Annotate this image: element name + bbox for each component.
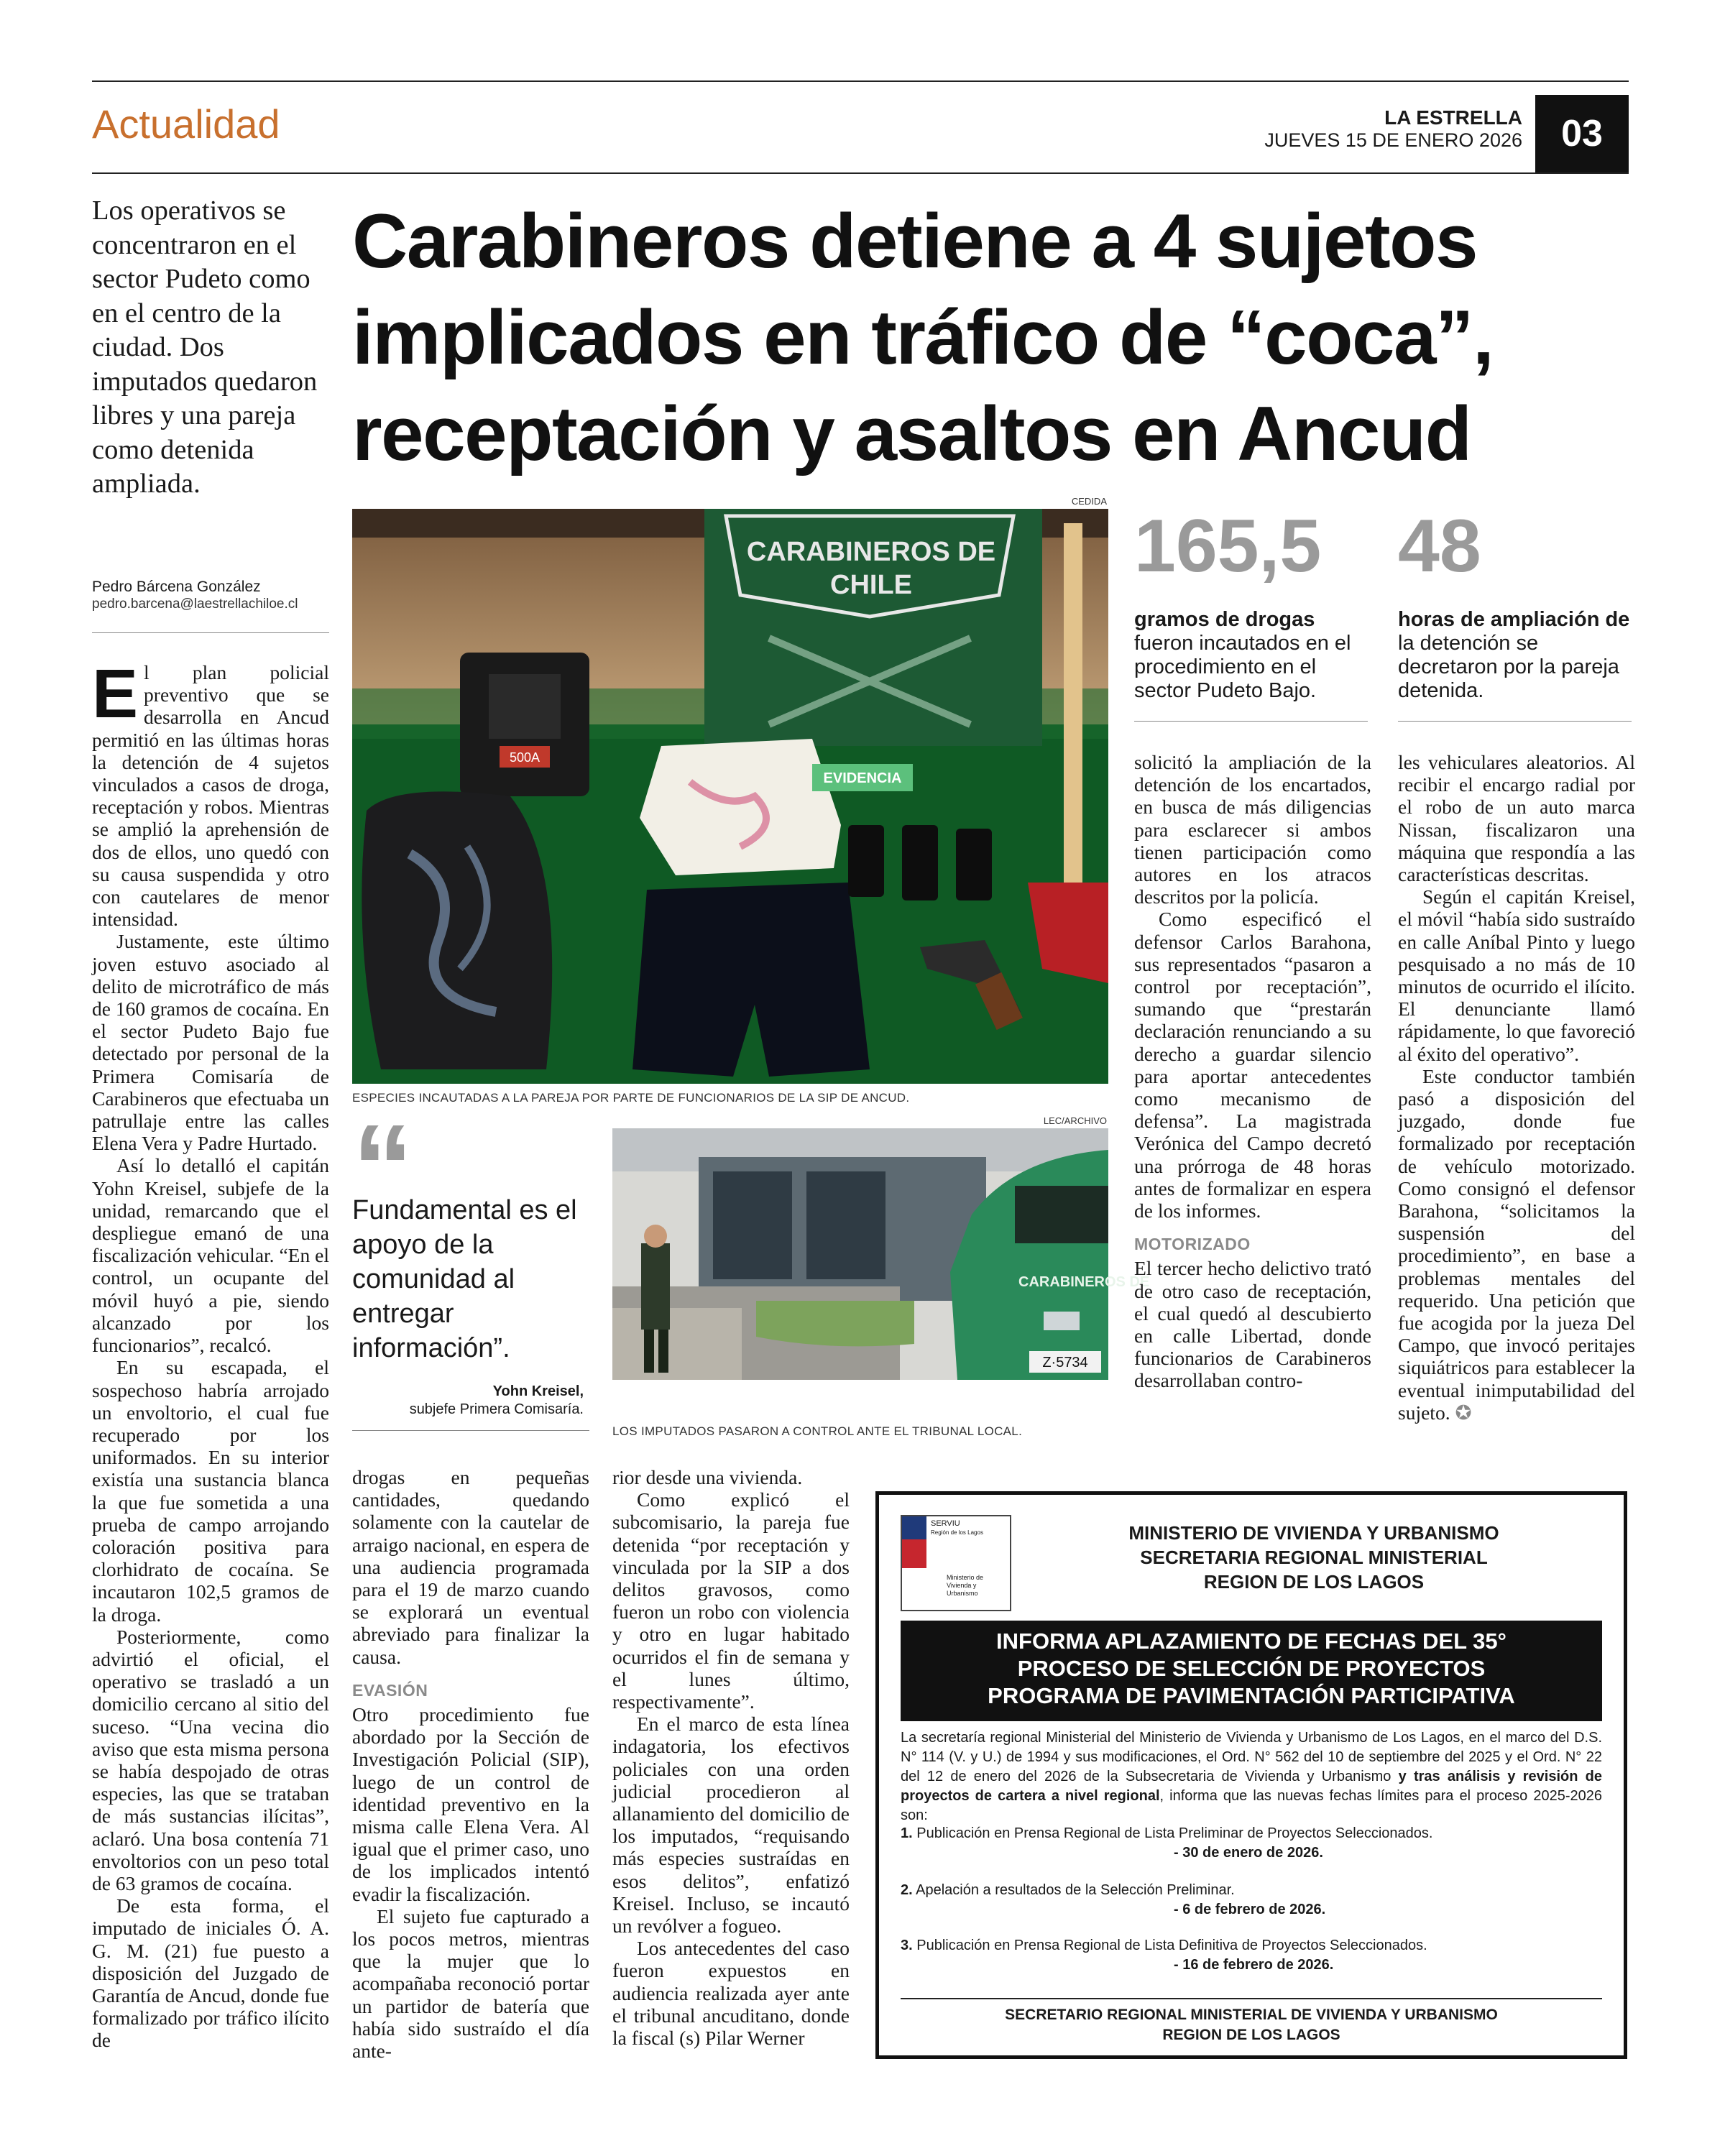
paragraph: les vehiculares aleatorios. Al recibir el encargo radial por el robo de un auto marca Nissan, fiscalizaron una máquina que respondía a las características descritas. — [1398, 751, 1635, 886]
evidence-photo-caption: ESPECIES INCAUTADAS A LA PAREJA POR PARTE DE FUNCIONARIOS DE LA SIP DE ANCUD. — [352, 1091, 910, 1105]
newspaper-name: LA ESTRELLA — [1384, 106, 1522, 129]
paragraph: Como especificó el defensor Carlos Barahona, sus representados “pasaron a control por receptación”, sumando que “prestarán declaración renunciando a su derecho a guardar silencio para aportar antecedentes como mecanismo de defensa”. La magistrada Verónica del Campo decretó una prórroga de 48 horas antes de formalizar en espera de los informes. — [1134, 908, 1371, 1222]
photo-credit: LEC/ARCHIVO — [1043, 1115, 1107, 1126]
license-plate: Z·5734 — [1042, 1355, 1088, 1370]
evidence-tag: EVIDENCIA — [823, 770, 902, 786]
article-column-3 — [612, 1466, 850, 2049]
paragraph: rior desde una vivienda. — [612, 1466, 803, 1488]
paragraph: l plan policial preventivo que se desarrolla en Ancud permitió en las últimas horas la detención de 4 sujetos vinculados a casos de droga, receptación y robos. Mientras se amplió la aprehensión de dos de ellos, uno quedó con su causa suspendida y otro con cautelares de menor intensidad. — [92, 661, 329, 931]
author-name: Pedro Bárcena González — [92, 579, 261, 595]
quote-mark-icon: “ — [352, 1100, 413, 1236]
ad-banner — [901, 1621, 1602, 1721]
logo-line3: Ministerio de Vivienda y Urbanismo — [947, 1574, 984, 1597]
stat-number: 165,5 — [1134, 505, 1322, 588]
stat-rule — [1398, 721, 1632, 722]
top-rule — [92, 80, 1629, 82]
author-email: pedro.barcena@laestrellachiloe.cl — [92, 596, 298, 612]
paragraph: drogas en pequeñas cantidades, quedando solamente con la cautelar de arraigo nacional, en espera de una audiencia programada para el 19 de marzo cuando se explorará un eventual abreviado para finalizar la causa. — [352, 1466, 589, 1668]
flag-text-2: CHILE — [830, 570, 912, 600]
stat-rule — [1134, 721, 1368, 722]
paragraph: solicitó la ampliación de la detención de los encartados, en busca de más diligencias para esclarecer si ambos tienen participación como autores en los atracos descritos por la policía. — [1134, 751, 1371, 908]
ad-header-line: MINISTERIO DE VIVIENDA Y URBANISMO — [1128, 1522, 1499, 1544]
battery-label: 500A — [509, 750, 540, 765]
subheading-motorizado: MOTORIZADO — [1134, 1235, 1251, 1254]
ad-rule — [901, 1998, 1602, 1999]
paragraph: Posteriormente, como advirtió el oficial, el operativo se trasladó a un domicilio cercano al sitio del suceso. “Una vecina dio aviso que esta misma persona se había despojado de otras especies, las que se trataban de más sustancias ilícitas”, aclaró. Una bosa contenía 71 envoltorios con un peso total de 63 gramos de cocaína. — [92, 1625, 329, 1894]
stat-block — [1398, 505, 1635, 703]
banner-line: INFORMA APLAZAMIENTO DE FECHAS DEL 35° — [996, 1628, 1506, 1654]
paragraph: Los antecedentes del caso fueron expuestos en audiencia realizada ayer ante el tribunal ancuditano, donde la fiscal (s) Pilar Werner — [612, 1937, 850, 2050]
paragraph: En su escapada, el sospechoso habría arrojado un envoltorio, el cual fue recuperado por los uniformados. En su interior existía una sustancia blanca la que fue sometida a una prueba de campo arrojando coloración positiva para clorhidrato de cocaína. Se incautaron 102,5 gramos de la droga. — [92, 1356, 329, 1626]
stat-label: gramos de drogas — [1134, 608, 1315, 631]
paragraph: Según el capitán Kreisel, el móvil “había sido sustraído en calle Aníbal Pinto y luego pesquisado a no más de 10 minutos de ocurrido el ilícito. El denunciante llamó rápidamente, lo que favoreció al éxito del operativo”. — [1398, 885, 1635, 1065]
page-number: 03 — [1535, 95, 1629, 172]
paragraph: En el marco de esta línea indagatoria, los efectivos policiales con una orden judicial procedieron al allanamiento del domicilio de los imputados, “requisando más especies sustraídas en esos delitos”, enfatizó Kreisel. Incluso, se incautó un revólver a fogueo. — [612, 1713, 850, 1938]
paragraph: El tercer hecho delictivo trató de otro caso de receptación, el cual quedó al descubierto en calle Libertad, donde funcionarios de Carabineros desarrollaban contro- — [1134, 1257, 1371, 1392]
section-title: Actualidad — [92, 101, 280, 147]
evidence-photo — [352, 509, 1108, 1084]
article-column-4 — [1134, 751, 1371, 1392]
stat-label: horas de ampliación de — [1398, 608, 1630, 631]
photo-credit: CEDIDA — [1071, 496, 1107, 507]
paragraph: De esta forma, el imputado de iniciales Ó. A. G. M. (21) fue puesto a disposición del Juzgado de Garantía de Ancud, donde fue formalizado por tráfico ilícito de — [92, 1894, 329, 2052]
ad-header-line: SECRETARIA REGIONAL MINISTERIAL — [1140, 1547, 1488, 1568]
subheading-evasion: EVASIÓN — [352, 1680, 428, 1700]
paragraph: Este conductor también pasó a disposición del juzgado, donde fue formalizado por receptación de vehículo motorizado. Como consignó el defensor Barahona, “solicitamos la suspensión del procedimiento”, en base a problemas mentales del requerido. Una petición que fue acogida por la jueza Del Campo, que invocó peritajes siquiátricos para establecer la eventual inimputabilidad del sujeto. ✪ — [1398, 1064, 1635, 1424]
article-lead: Los operativos se concentraron en el sector Pudeto como en el centro de la ciudad. Dos imputados quedaron libres y una pareja como detenida ampliada. — [92, 195, 318, 499]
ad-intro: La secretaría regional Ministerial del Ministerio de Vivienda y Urbanismo de Los Lagos, en el marco del D.S. N° 114 (V. y U.) de 1994 y sus modificaciones, el Ord. N° 562 del 10 de septiembre del 2025 y el Ord. N° 22 del 12 de enero del 2026 de la Subsecretaria de Vivienda y Urbanismo y tras análisis y revisión de proyectos de cartera a nivel regional, informa que las nuevas fechas límites para el proceso 2025-2026 son: — [901, 1730, 1602, 1823]
logo-line1: SERVIU — [931, 1519, 960, 1528]
stat-number: 48 — [1398, 505, 1481, 588]
headline: Carabineros detiene a 4 sujetos implicados en tráfico de “coca”, receptación y asaltos en Ancud — [352, 198, 1494, 476]
van-text: CARABINEROS DE — [1018, 1274, 1150, 1290]
issue-date: JUEVES 15 DE ENERO 2026 — [1264, 129, 1522, 151]
quote-rule — [352, 1430, 589, 1431]
paragraph: El sujeto fue capturado a los pocos metros, mientras que la mujer que lo acompañaba reconoció portar un partidor de batería que había sido sustraído el día ante- — [352, 1904, 589, 2063]
paragraph: Justamente, este último joven estuvo asociado al delito de microtráfico de más de 160 gramos de cocaína. En el sector Pudeto Bajo fue detectado por personal de la Primera Comisaría de Carabineros que efectuaba un patrullaje entre las calles Elena Vera y Padre Hurtado. — [92, 930, 329, 1155]
paragraph: Como explicó el subcomisario, la pareja fue detenida “por receptación y vinculada por la SIP a dos delitos gravosos, como fueron un robo con violencia y otro en lugar habitado ocurridos el fin de semana y el lunes último, respectivamente”. — [612, 1488, 850, 1713]
banner-line: PROCESO DE SELECCIÓN DE PROYECTOS — [1017, 1656, 1486, 1681]
ad-header-line: REGION DE LOS LAGOS — [1203, 1571, 1425, 1593]
stat-block — [1134, 505, 1371, 703]
article-column-2 — [352, 1466, 589, 2062]
flag-text-1: CARABINEROS DE — [746, 537, 996, 567]
pull-quote: Fundamental es el apoyo de la comunidad al entregar información”. — [352, 1195, 577, 1363]
quote-name: Yohn Kreisel, — [492, 1383, 584, 1399]
paragraph: Otro procedimiento fue abordado por la Sección de Investigación Policial (SIP), luego de un control de identidad preventivo en la misma calle Elena Vera. Al igual que el primer caso, uno de los implicados intentó evadir la fiscalización. — [352, 1703, 589, 1905]
article-column-5 — [1398, 751, 1635, 1424]
author-rule — [92, 632, 329, 633]
serviu-logo — [901, 1515, 1011, 1611]
quote-role: subjefe Primera Comisaría. — [409, 1401, 584, 1417]
end-mark-icon: ✪ — [1455, 1401, 1472, 1424]
ad-item: 3. Publicación en Prensa Regional de Lista Definitiva de Proyectos Seleccionados. - 16 de febrero de 2026. — [901, 1938, 1427, 1973]
government-notice — [875, 1491, 1627, 2059]
ad-footer-line: REGION DE LOS LAGOS — [1162, 2027, 1340, 2043]
paragraph: Así lo detalló el capitán Yohn Kreisel, subjefe de la unidad, remarcando que el despliegue emanó de una fiscalización vehicular. “En el control, un ocupante del móvil huyó a pie, siendo alcanzado por los funcionarios”, recalcó. — [92, 1154, 329, 1357]
stat-text: fueron incautados en el procedimiento en el sector Pudeto Bajo. — [1134, 632, 1351, 702]
header-rule — [92, 172, 1629, 174]
stat-text: la detención se decretaron por la pareja detenida. — [1398, 632, 1619, 702]
ad-footer-line: SECRETARIO REGIONAL MINISTERIAL DE VIVIENDA Y URBANISMO — [1005, 2007, 1498, 2023]
ad-item: 2. Apelación a resultados de la Selección Preliminar. - 6 de febrero de 2026. — [901, 1882, 1326, 1917]
drop-cap: E — [92, 655, 139, 732]
banner-line: PROGRAMA DE PAVIMENTACIÓN PARTICIPATIVA — [988, 1683, 1515, 1708]
court-photo-caption: LOS IMPUTADOS PASARON A CONTROL ANTE EL TRIBUNAL LOCAL. — [612, 1424, 1023, 1438]
logo-line2: Región de los Lagos — [931, 1529, 983, 1536]
court-photo — [612, 1128, 1150, 1380]
article-column-1 — [92, 655, 329, 2052]
ad-item: 1. Publicación en Prensa Regional de Lista Preliminar de Proyectos Seleccionados. - 30 de enero de 2026. — [901, 1825, 1433, 1861]
